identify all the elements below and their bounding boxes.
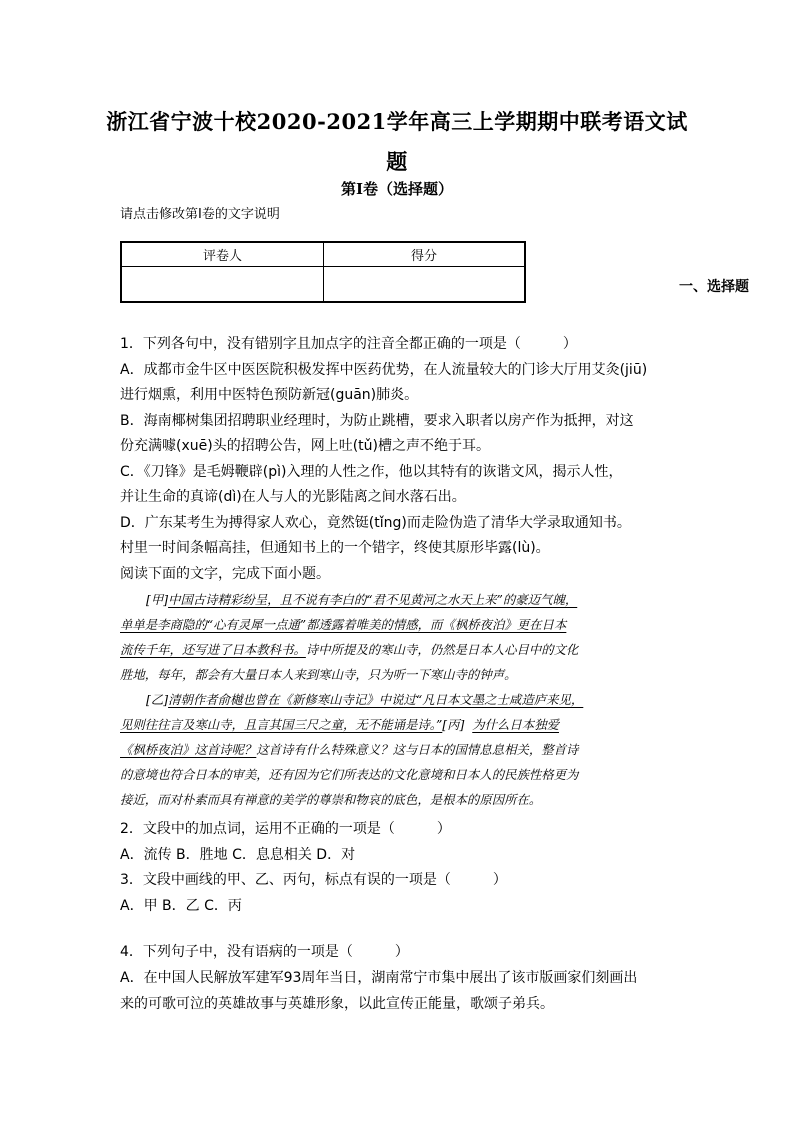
passage-sentence-jia: 中国古诗精彩纷呈，且不说有李白的“君不见黄河之水天上来”的豪迈气魄， [168, 592, 578, 607]
q1-option-b-line-2: 份充满噱(xuē)头的招聘公告，网上吐(tǔ)槽之声不绝于耳。 [120, 438, 490, 454]
passage-line-8: 的意境也符合日本的审美，还有因为它们所表达的文化意境和日本人的民族性格更为 [120, 767, 579, 782]
q1-option-d-line-2: 村里一时间条幅高挂，但通知书上的一个错字，终使其原形毕露(lù)。 [120, 540, 550, 556]
score-table-header-score: 得分 [324, 243, 524, 267]
q1-option-c-line-2: 并让生命的真谛(dì)在人与人的光影陆离之间水落石出。 [120, 489, 466, 505]
passage-sentence-yi-end: 见则往往言及寒山寺，且言其国三尺之童，无不能诵是诗。” [120, 717, 443, 732]
q1-stem: 1．下列各句中，没有错别字且加点字的注音全都正确的一项是（ ） [120, 336, 577, 352]
passage-mark-bing: [丙] [442, 717, 465, 732]
score-table-grader-cell [122, 267, 324, 301]
passage-line-9: 接近，而对朴素而具有禅意的美学的尊崇和物哀的底色，是根本的原因所在。 [120, 792, 542, 807]
q3-stem: 3．文段中画线的甲、乙、丙句，标点有误的一项是（ ） [120, 872, 507, 888]
q4-option-a-line-2: 来的可歌可泣的英雄故事与英雄形象，以此宣传正能量，歌颂子弟兵。 [120, 996, 554, 1012]
reading-instruction: 阅读下面的文字，完成下面小题。 [120, 566, 330, 582]
section-heading: 一、选择题 [679, 279, 749, 295]
q2-options: A．流传 B．胜地 C．息息相关 D．对 [120, 847, 356, 863]
score-table-score-cell [324, 267, 524, 301]
passage-line-6 [120, 715, 559, 733]
passage-sentence-bing: 为什么日本独爱 [472, 717, 559, 732]
passage-sentence-bing-end: 《枫桥夜泊》这首诗呢？ [120, 742, 257, 757]
passage-line-1 [146, 590, 577, 608]
passage-line-4: 胜地，每年，都会有大量日本人来到寒山寺，只为听一下寒山寺的钟声。 [120, 667, 517, 682]
passage-mark-yi: [乙] [146, 692, 169, 707]
passage-line-3-rest: 诗中所提及的寒山寺，仍然是日本人心目中的文化 [305, 642, 579, 657]
passage-underlined-clause: 流传千年，还写进了日本教科书。 [120, 642, 306, 657]
q4-stem: 4．下列句子中，没有语病的一项是（ ） [120, 944, 409, 960]
q1-option-b-line-1: B．海南椰树集团招聘职业经理时，为防止跳槽，要求入职者以房产作为抵押，对这 [120, 413, 634, 429]
passage-sentence-yi: 清朝作者俞樾也曾在《新修寒山寺记》中说过“凡日本文墨之士咸造庐来见， [168, 692, 584, 707]
page-title-line-2: 题 [386, 149, 408, 174]
q1-option-d-line-1: D．广东某考生为搏得家人欢心，竟然铤(tǐng)而走险伪造了清华大学录取通知书。 [120, 515, 631, 531]
q1-option-c-line-1: C．《刀锋》是毛姆鞭辟(pì)入理的人性之作，他以其特有的诙谐文风，揭示人性， [120, 464, 623, 480]
q3-options: A．甲 B．乙 C．丙 [120, 898, 242, 914]
passage-line-2: 单单是李商隐的“心有灵犀一点通”都透露着唯美的情感，而《枫桥夜泊》更在日本 [120, 617, 567, 632]
q2-stem: 2．文段中的加点词，运用不正确的一项是（ ） [120, 821, 451, 837]
score-table-header-grader: 评卷人 [122, 243, 324, 267]
volume-note[interactable]: 请点击修改第I卷的文字说明 [120, 207, 280, 222]
q1-option-a-line-1: A．成都市金牛区中医医院积极发挥中医药优势，在人流量较大的门诊大厅用艾灸(jiū) [120, 362, 648, 378]
q4-option-a-line-1: A．在中国人民解放军建军93周年当日，湖南常宁市集中展出了该市版画家们刻画出 [120, 970, 638, 986]
volume-title: 第I卷（选择题） [340, 180, 454, 198]
passage-line-3 [120, 640, 578, 658]
page-title-line-1: 浙江省宁波十校2020-2021学年高三上学期期中联考语文试 [106, 109, 688, 134]
q1-option-a-line-2: 进行烟熏，利用中医特色预防新冠(guān)肺炎。 [120, 387, 419, 403]
passage-mark-jia: [甲] [146, 592, 169, 607]
passage-line-5 [146, 690, 583, 708]
passage-line-7-rest: 这首诗有什么特殊意义？这与日本的国情息息相关，整首诗 [256, 742, 579, 757]
passage-line-7 [120, 740, 578, 758]
score-table [120, 241, 526, 303]
